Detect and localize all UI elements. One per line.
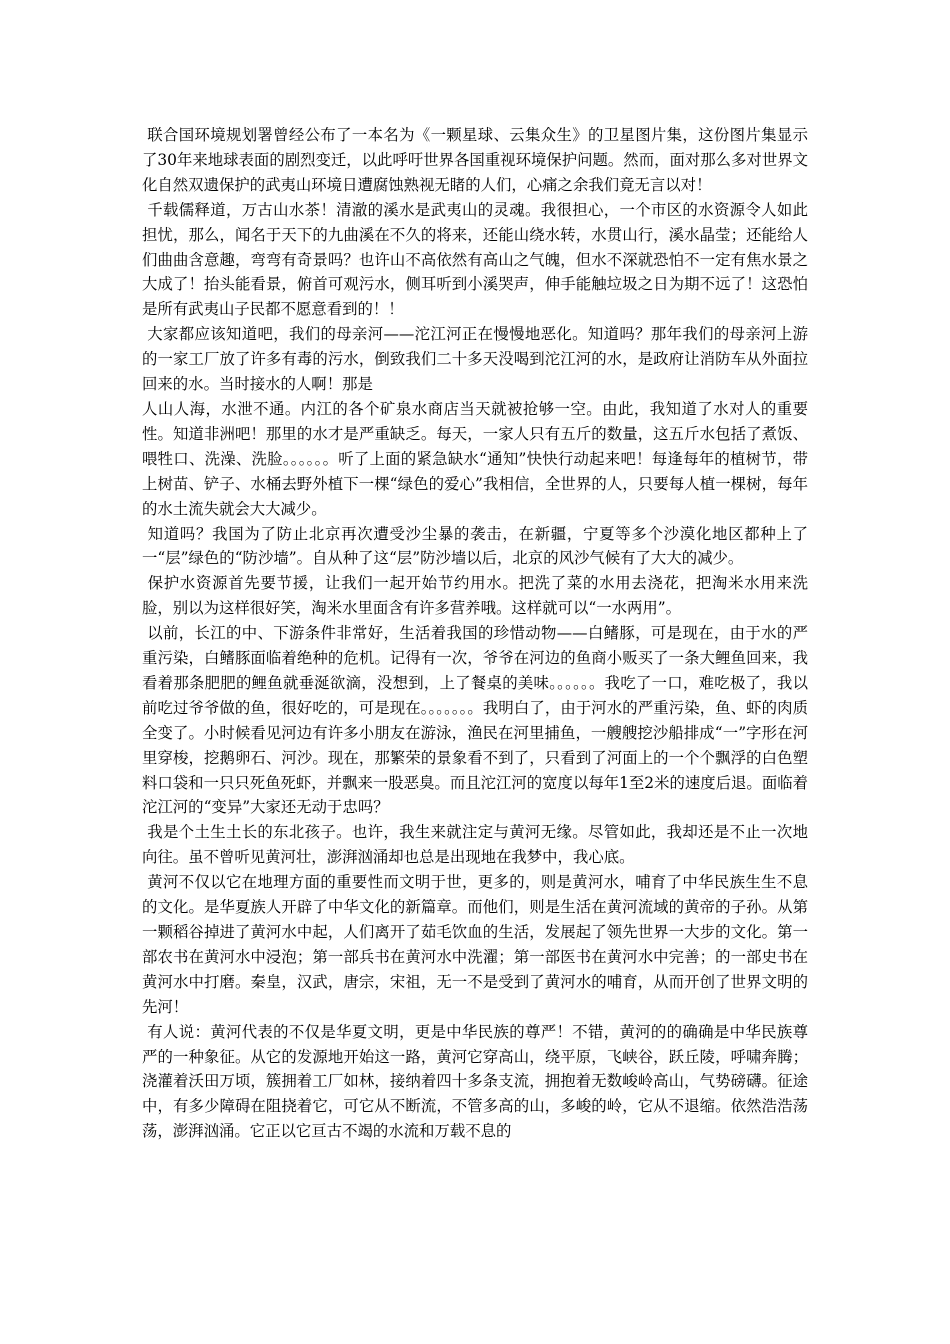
document-body [142,123,808,1144]
paragraph-4: 人山人海，水泄不通。内江的各个矿泉水商店当天就被抢够一空。由此，我知道了水对人的重要性。知道非洲吧！那里的水才是严重缺乏。每天，一家人只有五斤的数量，这五斤水包括了煮饭、喂牲口、洗澡、洗脸。。。。。。听了上面的紧急缺水“通知”快快行动起来吧！每逢每年的植树节，带上树苗、铲子、水桶去野外植下一棵“绿色的爱心”我相信，全世界的人，只要每人植一棵树，每年的水土流失就会大大减少。 [142,399,808,518]
paragraph-10: 有人说：黄河代表的不仅是华夏文明，更是中华民族的尊严！不错，黄河的的确确是中华民族尊严的一种象征。从它的发源地开始这一路，黄河它穿高山，绕平原，飞峡谷，跃丘陵，呼啸奔腾；浇灌着沃田万顷，簇拥着工厂如林，接纳着四十多条支流，拥抱着无数峻岭高山，气势磅礴。征途中，有多少障碍在阻挠着它，可它从不断流，不管多高的山，多峻的岭，它从不退缩。依然浩浩荡荡，澎湃汹涌。它正以它亘古不竭的水流和万载不息的 [142,1022,808,1141]
paragraph-3: 大家都应该知道吧，我们的母亲河——沱江河正在慢慢地恶化。知道吗？那年我们的母亲河上游的一家工厂放了许多有毒的污水，倒致我们二十多天没喝到沱江河的水，是政府让消防车从外面拉回来的水。当时接水的人啊！那是 [142,325,808,394]
paragraph-2: 千载儒释道，万古山水茶！清澈的溪水是武夷山的灵魂。我很担心，一个市区的水资源令人如此担忧，那么，闻名于天下的九曲溪在不久的将来，还能山绕水转，水贯山行，溪水晶莹；还能给人们曲曲含意趣，弯弯有奇景吗？也许山不高依然有高山之气魄，但水不深就恐怕不一定有焦水景之大成了！抬头能看景，俯首可观污水，侧耳听到小溪哭声，伸手能触垃圾之日为期不远了！这恐怕是所有武夷山子民都不愿意看到的！！ [142,200,808,319]
paragraph-1: 联合国环境规划署曾经公布了一本名为《一颗星球、云集众生》的卫星图片集，这份图片集显示了30年来地球表面的剧烈变迁，以此呼吁世界各国重视环境保护问题。然而，面对那么多对世界文化自然双遗保护的武夷山环境日遭腐蚀熟视无睹的人们，心痛之余我们竟无言以对！ [142,126,808,194]
paragraph-6: 保护水资源首先要节援，让我们一起开始节约用水。把洗了菜的水用去浇花，把淘米水用来洗脸，别以为这样很好笑，淘米水里面含有许多营养哦。这样就可以“一水两用”。 [142,574,808,618]
paragraph-5: 知道吗？我国为了防止北京再次遭受沙尘暴的袭击，在新疆，宁夏等多个沙漠化地区都种上了一“层”绿色的“防沙墙”。自从种了这“层”防沙墙以后，北京的风沙气候有了大大的减少。 [142,524,808,568]
paragraph-8: 我是个土生土长的东北孩子。也许，我生来就注定与黄河无缘。尽管如此，我却还是不止一次地向往。虽不曾听见黄河壮，澎湃汹涌却也总是出现地在我梦中，我心底。 [142,823,808,867]
paragraph-9: 黄河不仅以它在地理方面的重要性而文明于世，更多的，则是黄河水，哺育了中华民族生生不息的文化。是华夏族人开辟了中华文化的新篇章。而他们，则是生活在黄河流域的黄帝的子孙。从第一颗稻谷掉进了黄河水中起，人们离开了茹毛饮血的生活，发展起了领先世界一大步的文化。第一部农书在黄河水中浸泡；第一部兵书在黄河水中洗濯；第一部医书在黄河水中完善；的一部史书在黄河水中打磨。秦皇，汉武，唐宗，宋祖，无一不是受到了黄河水的哺育，从而开创了世界文明的先河！ [142,873,808,1016]
paragraph-7: 以前，长江的中、下游条件非常好，生活着我国的珍惜动物——白鳍豚，可是现在，由于水的严重污染，白鳍豚面临着绝种的危机。记得有一次，爷爷在河边的鱼商小贩买了一条大鲤鱼回来，我看着那条肥肥的鲤鱼就垂涎欲滴，没想到，上了餐桌的美味。。。。。。我吃了一口，难吃极了，我以前吃过爷爷做的鱼，很好吃的，可是现在。。。。。。。我明白了，由于河水的严重污染，鱼、虾的肉质全变了。小时候看见河边有许多小朋友在游泳，渔民在河里捕鱼，一艘艘挖沙船排成“一”字形在河里穿梭，挖鹅卵石、河沙。现在，那繁荣的景象看不到了，只看到了河面上的一个个飘浮的白色塑料口袋和一只只死鱼死虾，并飘来一股恶臭。而且沱江河的宽度以每年1至2米的速度后退。面临着沱江河的“变异”大家还无动于忠吗？ [142,624,808,817]
